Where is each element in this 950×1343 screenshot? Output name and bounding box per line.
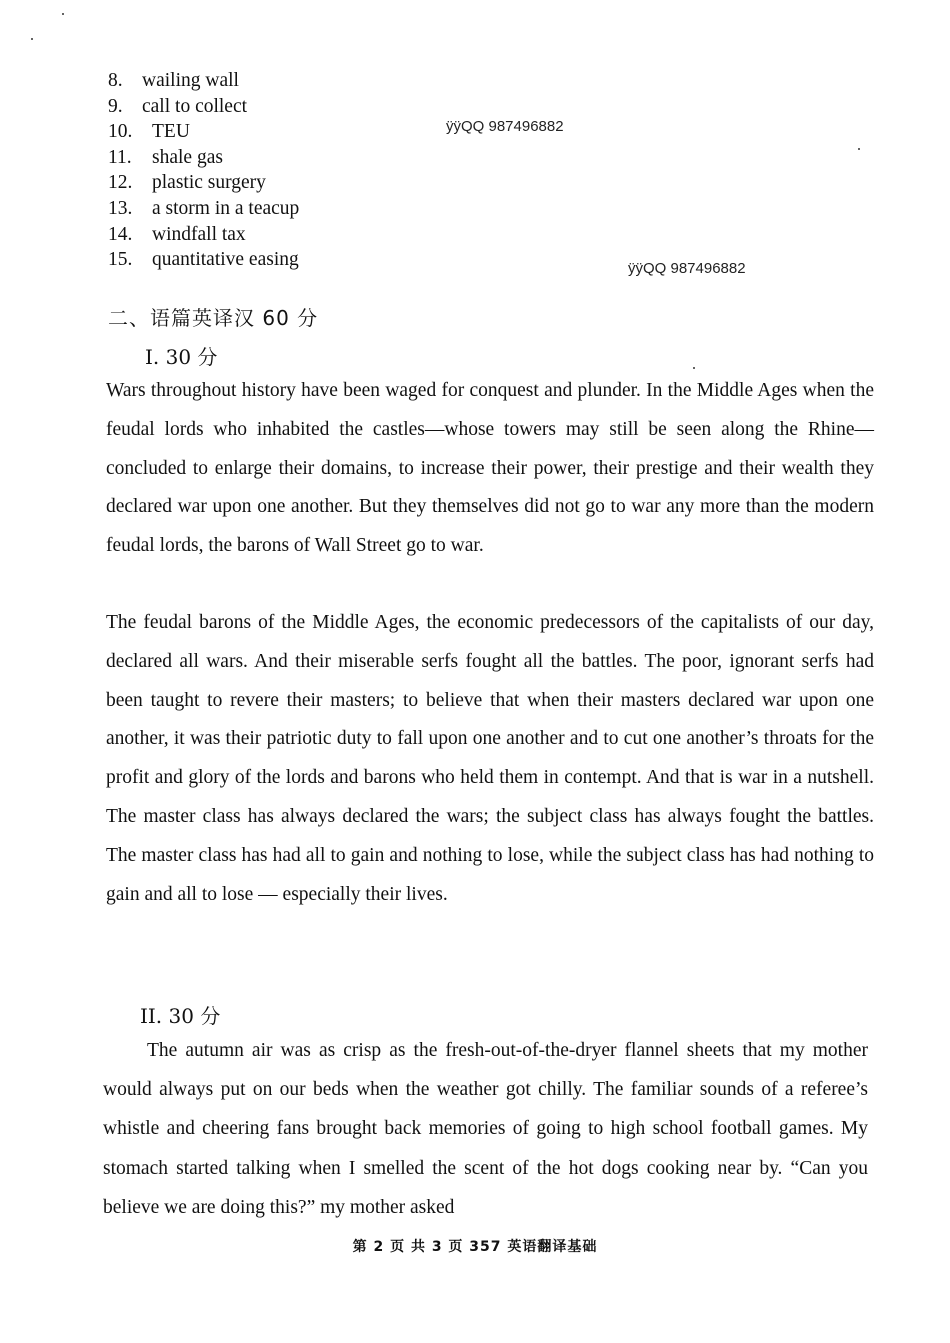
list-item bbox=[108, 170, 299, 196]
list-item bbox=[108, 145, 299, 171]
scan-speck bbox=[693, 367, 695, 369]
item-number: 14. bbox=[108, 223, 133, 245]
item-number: 15. bbox=[108, 249, 133, 271]
scan-speck bbox=[62, 13, 64, 15]
item-term: plastic surgery bbox=[152, 172, 266, 194]
list-item bbox=[108, 222, 299, 248]
item-term: call to collect bbox=[142, 95, 248, 117]
part-label: I. 30 分 bbox=[145, 345, 218, 369]
paragraph: Wars throughout history have been waged for conquest and plunder. In the Middle Ages when the feudal lords who inhabited the castles—whose towers may still be seen along the Rhine—concluded to enlarge their domains, to increase their power, their prestige and their wealth they declared war upon one another. But they themselves did not go to war any more than the modern feudal lords, the barons of Wall Street go to war. bbox=[106, 380, 874, 557]
item-number: 8. bbox=[108, 70, 123, 91]
item-number: 10. bbox=[108, 121, 133, 143]
paragraph: The autumn air was as crisp as the fresh-out-of-the-dryer flannel sheets that my mother would always put on our beds when the weather got chilly. The familiar sounds of a referee’s whistle and cheering fans brought back memories of going to high school football games. My stomach started talking when I smelled the scent of the hot dogs cooking near by. “Can you believe we are doing this?” my mother asked bbox=[103, 1040, 868, 1218]
scan-speck bbox=[858, 148, 860, 150]
watermark: ÿÿQQ 987496882 bbox=[628, 260, 746, 277]
item-number: 11. bbox=[108, 146, 132, 168]
paragraph: The feudal barons of the Middle Ages, the economic predecessors of the capitalists of our day, declared all wars. And their miserable serfs fought all the battles. The poor, ignorant serfs had been taught to revere their masters; to believe that when their masters declared war upon one another, it was their patriotic duty to fall upon one another and to cut one another’s throats for the profit and glory of the lords and barons who held them in contempt. And that is war in a nutshell. The master class has always declared the wars; the subject class has always fought the battles. The master class has had all to gain and nothing to lose, while the subject class has had nothing to gain and all to lose — especially their lives. bbox=[106, 612, 874, 905]
page-footer: 第 2 页 共 3 页 357 英语翻译基础 bbox=[352, 1239, 598, 1255]
item-term: a storm in a teacup bbox=[152, 197, 300, 219]
item-term: shale gas bbox=[152, 146, 223, 168]
watermark: ÿÿQQ 987496882 bbox=[446, 118, 564, 135]
list-item bbox=[108, 68, 299, 94]
item-term: windfall tax bbox=[152, 223, 246, 245]
list-item bbox=[108, 119, 299, 145]
section-heading: 二、语篇英译汉 60 分 bbox=[108, 306, 319, 330]
item-term: TEU bbox=[152, 121, 190, 143]
list-item bbox=[108, 196, 299, 222]
vocab-list bbox=[108, 68, 299, 273]
item-term: quantitative easing bbox=[152, 249, 299, 271]
item-number: 12. bbox=[108, 172, 133, 194]
item-number: 13. bbox=[108, 197, 133, 219]
part-label: II. 30 分 bbox=[140, 1004, 221, 1028]
item-number: 9. bbox=[108, 95, 123, 117]
item-term: wailing wall bbox=[142, 70, 239, 91]
list-item bbox=[108, 94, 299, 120]
scan-speck bbox=[31, 38, 33, 40]
list-item bbox=[108, 247, 299, 273]
